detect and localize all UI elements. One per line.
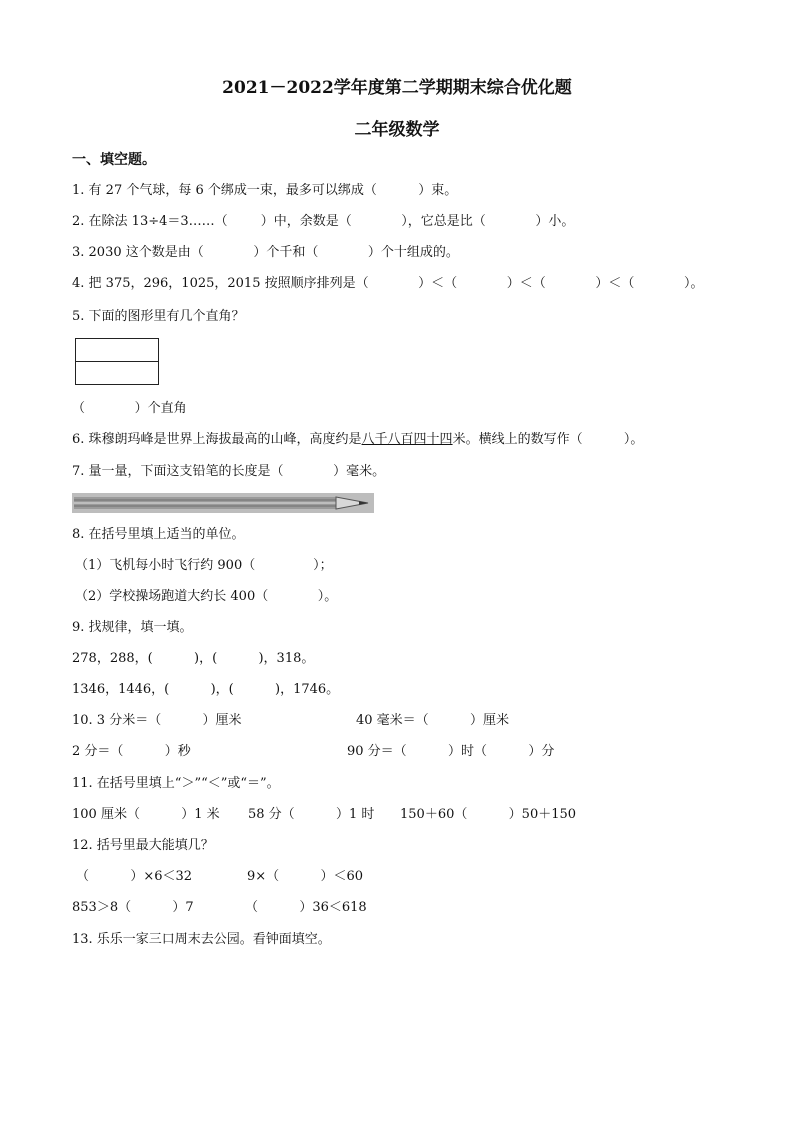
question-6-underlined: 八千八百四十四 bbox=[361, 432, 453, 447]
pencil-image bbox=[72, 493, 374, 513]
question-8-part-1: （1）飞机每小时飞行约 900（ ）； bbox=[75, 558, 333, 573]
question-2: 2. 在除法 13÷4＝3……（ ）中，余数是（ ），它总是比（ ）小。 bbox=[72, 214, 575, 229]
question-10-b-right: 90 分＝（ ）时（ ）分 bbox=[347, 744, 555, 759]
question-6-tail: 米。横线上的数写作（ ）。 bbox=[452, 432, 644, 447]
question-4: 4. 把 375，296，1025，2015 按照顺序排列是（ ）＜（ ）＜（ ）＜（ ）。 bbox=[72, 276, 704, 291]
rectangle-divider bbox=[75, 361, 159, 362]
question-10-b-left: 2 分＝（ ）秒 bbox=[72, 744, 191, 759]
question-8-stem: 8. 在括号里填上适当的单位。 bbox=[72, 527, 245, 542]
question-3: 3. 2030 这个数是由（ ）个千和（ ）个十组成的。 bbox=[72, 245, 459, 260]
question-12-item-4: （ ）36＜618 bbox=[245, 900, 367, 915]
question-6 bbox=[72, 432, 643, 448]
question-13: 13. 乐乐一家三口周末去公园。看钟面填空。 bbox=[72, 932, 331, 947]
question-9-sequence-1: 278，288，( )，( )，318。 bbox=[72, 651, 315, 666]
question-12-stem: 12. 括号里最大能填几？ bbox=[72, 838, 214, 853]
question-6-text: 6. 珠穆朗玛峰是世界上海拔最高的山峰，高度约是 bbox=[72, 432, 362, 447]
question-5-stem: 5. 下面的图形里有几个直角？ bbox=[72, 309, 245, 324]
section-heading: 一、填空题。 bbox=[72, 152, 156, 168]
question-11-stem: 11. 在括号里填上“＞”“＜”或“＝”。 bbox=[72, 776, 280, 791]
question-5-answer: （ ）个直角 bbox=[72, 401, 187, 416]
question-11-item-3: 150＋60（ ）50＋150 bbox=[400, 807, 577, 822]
question-9-sequence-2: 1346，1446，( )，( )，1746。 bbox=[72, 682, 340, 697]
question-7: 7. 量一量，下面这支铅笔的长度是（ ）毫米。 bbox=[72, 464, 386, 479]
question-12-item-3: 853＞8（ ）7 bbox=[72, 900, 194, 915]
question-10-a-right: 40 毫米＝（ ）厘米 bbox=[356, 713, 509, 728]
question-8-part-2: （2）学校操场跑道大约长 400（ ）。 bbox=[75, 589, 338, 604]
question-9-stem: 9. 找规律，填一填。 bbox=[72, 620, 193, 635]
question-11-item-2: 58 分（ ）1 时 bbox=[248, 807, 375, 822]
exam-subtitle: 二年级数学 bbox=[354, 120, 440, 140]
question-12-item-1: （ ）×6＜32 bbox=[76, 869, 193, 884]
question-12-item-2: 9×（ ）＜60 bbox=[247, 869, 364, 884]
question-1: 1. 有 27 个气球，每 6 个绑成一束，最多可以绑成（ ）束。 bbox=[72, 183, 458, 198]
exam-title: 2021－2022学年度第二学期期末综合优化题 bbox=[222, 78, 572, 98]
question-10-a-left: 10. 3 分米＝（ ）厘米 bbox=[72, 713, 242, 728]
question-11-item-1: 100 厘米（ ）1 米 bbox=[72, 807, 220, 822]
